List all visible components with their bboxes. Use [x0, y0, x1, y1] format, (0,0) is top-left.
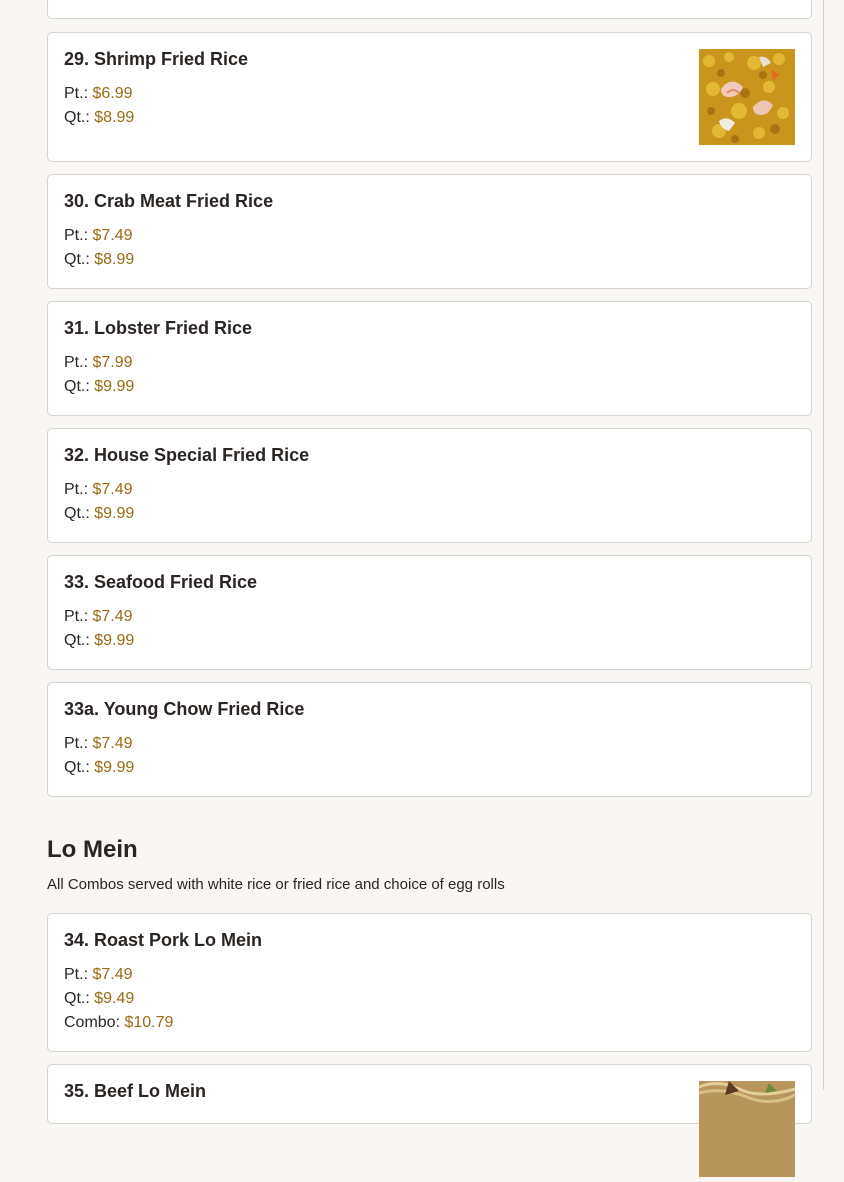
menu-item-title: 29. Shrimp Fried Rice — [64, 49, 249, 69]
price-label: Combo: — [64, 1014, 121, 1031]
menu-item-title: 33a. Young Chow Fried Rice — [64, 699, 305, 719]
price-quart — [64, 505, 134, 523]
price-value: $9.99 — [94, 759, 135, 776]
price-quart — [64, 378, 134, 396]
price-pint — [64, 481, 133, 499]
price-quart — [64, 632, 134, 650]
beef-lo-mein-photo[interactable] — [699, 1081, 795, 1177]
price-label: Qt.: — [64, 759, 90, 776]
price-value: $7.49 — [92, 608, 133, 625]
price-pint — [64, 227, 133, 245]
price-label: Qt.: — [64, 632, 90, 649]
price-quart — [64, 251, 134, 269]
price-value: $6.99 — [92, 85, 133, 102]
price-value: $7.99 — [92, 354, 133, 371]
price-value: $8.99 — [94, 251, 135, 268]
price-label: Pt.: — [64, 966, 89, 983]
price-label: Qt.: — [64, 505, 90, 522]
price-value: $7.49 — [92, 966, 133, 983]
menu-item-title: 35. Beef Lo Mein — [64, 1081, 207, 1101]
price-value: $7.49 — [92, 735, 133, 752]
price-value: $8.99 — [94, 109, 135, 126]
price-label: Pt.: — [64, 481, 89, 498]
price-pint — [64, 85, 133, 103]
price-value: $9.99 — [94, 378, 135, 395]
menu-item-title: 34. Roast Pork Lo Mein — [64, 930, 263, 950]
price-combo — [64, 1014, 173, 1032]
price-pint — [64, 735, 133, 753]
menu-item-title: 30. Crab Meat Fried Rice — [64, 191, 274, 211]
price-pint — [64, 354, 133, 372]
menu-item-title: 33. Seafood Fried Rice — [64, 572, 258, 592]
price-label: Pt.: — [64, 608, 89, 625]
menu-item-card[interactable] — [47, 174, 812, 289]
menu-item-card[interactable] — [47, 32, 812, 162]
price-quart — [64, 990, 134, 1008]
section-description: All Combos served with white rice or fried rice and choice of egg rolls — [47, 876, 505, 893]
menu-item-card[interactable] — [47, 428, 812, 543]
menu-item-card[interactable] — [47, 301, 812, 416]
menu-item-card[interactable] — [47, 555, 812, 670]
section-title: Lo Mein — [47, 836, 138, 863]
menu-item-card[interactable] — [47, 1064, 812, 1124]
price-value: $9.49 — [94, 990, 135, 1007]
price-label: Qt.: — [64, 378, 90, 395]
price-quart — [64, 759, 134, 777]
menu-item-card[interactable] — [47, 913, 812, 1052]
price-value: $9.99 — [94, 505, 135, 522]
price-label: Pt.: — [64, 85, 89, 102]
price-quart — [64, 109, 134, 127]
price-value: $7.49 — [92, 481, 133, 498]
price-pint — [64, 966, 133, 984]
shrimp-fried-rice-photo[interactable] — [699, 49, 795, 145]
price-label: Pt.: — [64, 227, 89, 244]
price-label: Qt.: — [64, 251, 90, 268]
menu-item-title: 31. Lobster Fried Rice — [64, 318, 253, 338]
price-label: Pt.: — [64, 735, 89, 752]
price-value: $9.99 — [94, 632, 135, 649]
price-pint — [64, 608, 133, 626]
price-label: Pt.: — [64, 354, 89, 371]
price-label: Qt.: — [64, 990, 90, 1007]
menu-item-title: 32. House Special Fried Rice — [64, 445, 310, 465]
price-value: $10.79 — [124, 1014, 174, 1031]
page-edge-divider — [823, 0, 824, 1090]
menu-item-card[interactable] — [47, 682, 812, 797]
price-label: Qt.: — [64, 109, 90, 126]
menu-item-card-partial[interactable] — [47, 0, 812, 19]
price-value: $7.49 — [92, 227, 133, 244]
